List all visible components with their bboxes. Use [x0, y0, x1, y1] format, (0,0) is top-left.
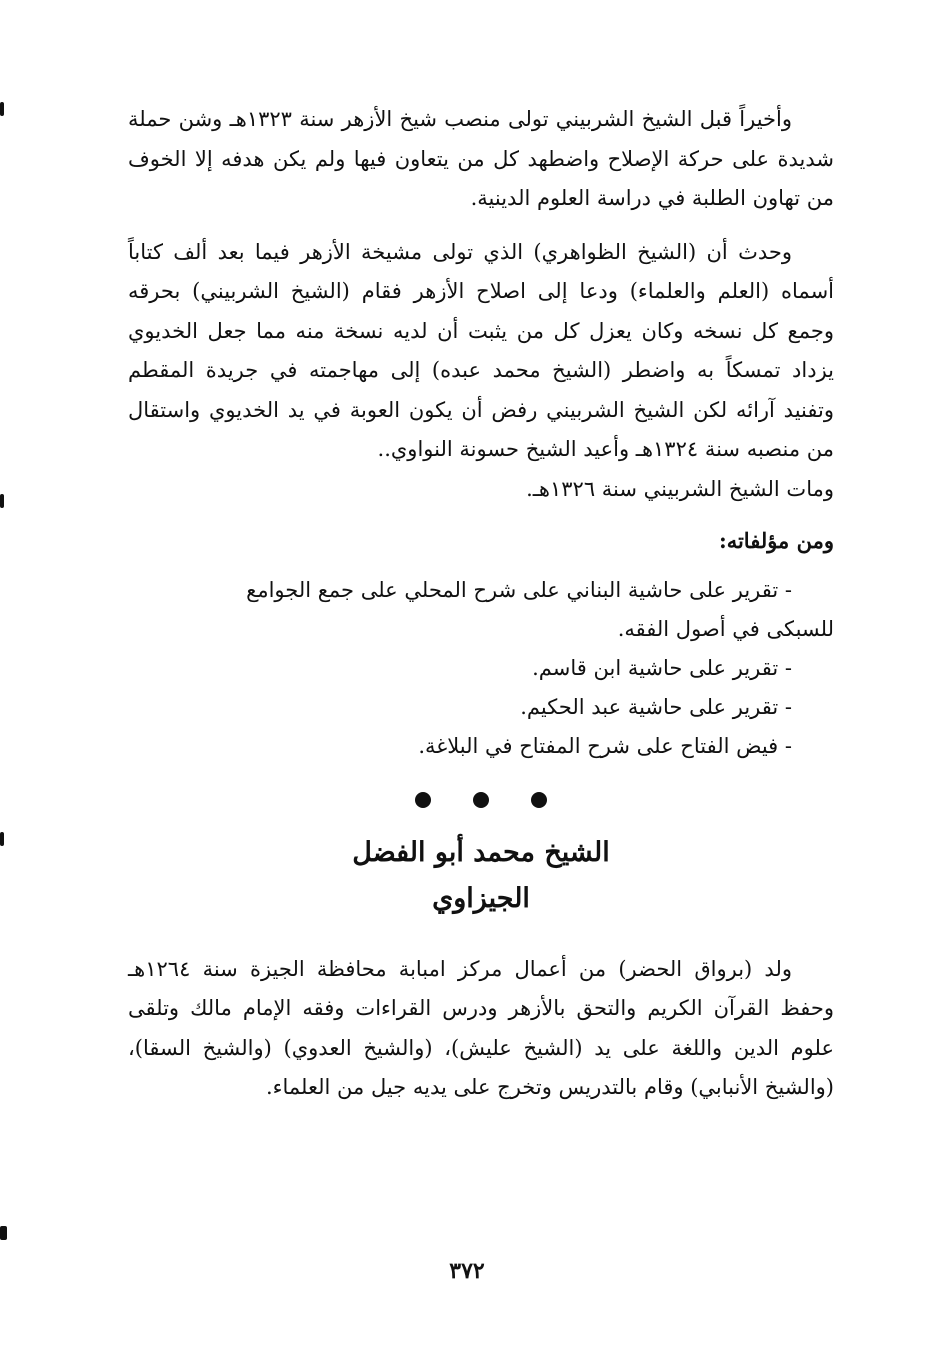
paragraph-sharbini-appointment: وأخيراً قبل الشيخ الشربيني تولى منصب شيخ الأزهر سنة ١٣٢٣هـ وشن حملة شديدة على حركة الإصلاح واضطهد كل من يتعاون فيها ولم يكن هدفه إلا الخوف من تهاون الطلبة في دراسة العلوم الدينية.: [128, 107, 834, 210]
scan-edge-mark: [0, 102, 4, 116]
section-title-line-1: الشيخ محمد أبو الفضل: [352, 836, 610, 868]
separator-dot-icon: [415, 792, 431, 808]
paragraph-zawahiri-book: وحدث أن (الشيخ الظواهري) الذي تولى مشيخة الأزهر فيما بعد ألف كتاباً أسماه (العلم والعلماء) ودعا إلى اصلاح الأزهر فقام (الشيخ الشربيني) بحرقه وجمع كل نسخه وكان يعزل كل من يثبت أن لديه نسخة منه مما جعل الخديوي يزداد تمسكاً به واضطر (الشيخ محمد عبده) إلى مهاجمته في جريدة المقطم وتفنيد آرائه لكن الشيخ الشربيني رفض أن يكون العوبة في يد الخديوي واستقال من منصبه سنة ١٣٢٤هـ وأعيد الشيخ حسونة النواوي..: [128, 239, 834, 461]
scan-edge-mark: [0, 832, 4, 846]
section-title-line-2: الجيزاوي: [432, 882, 530, 914]
works-item-2: - تقرير على حاشية ابن قاسم.: [532, 655, 792, 680]
works-heading: ومن مؤلفاته:: [718, 528, 834, 553]
works-item-3: - تقرير على حاشية عبد الحكيم.: [520, 694, 792, 719]
works-item-1-line-1: - تقرير على حاشية البناني على شرح المحلي على جمع الجوامع: [246, 577, 792, 602]
page-body: [128, 100, 834, 1108]
separator-dot-icon: [473, 792, 489, 808]
paragraph-sharbini-death: ومات الشيخ الشربيني سنة ١٣٢٦هـ.: [526, 476, 834, 501]
works-list: [128, 571, 834, 766]
scan-edge-mark: [0, 494, 4, 508]
works-item-4: - فيض الفتاح على شرح المفتاح في البلاغة.: [418, 733, 792, 758]
scan-edge-mark: [0, 1226, 7, 1240]
paragraph-jizawi-bio: ولد (برواق الحضر) من أعمال مركز امبابة محافظة الجيزة سنة ١٢٦٤هـ وحفظ القرآن الكريم والتحق بالأزهر ودرس القراءات وفقه الإمام مالك وتلقى علوم الدين واللغة على يد (الشيخ عليش)، (والشيخ العدوي) (والشيخ السقا)، (والشيخ الأنبابي) وقام بالتدريس وتخرج على يديه جيل من العلماء.: [128, 956, 834, 1099]
section-separator: [128, 792, 834, 808]
works-item-1-line-2: للسبكى في أصول الفقه.: [617, 616, 834, 641]
separator-dot-icon: [531, 792, 547, 808]
page-number: ٣٧٢: [449, 1258, 485, 1284]
